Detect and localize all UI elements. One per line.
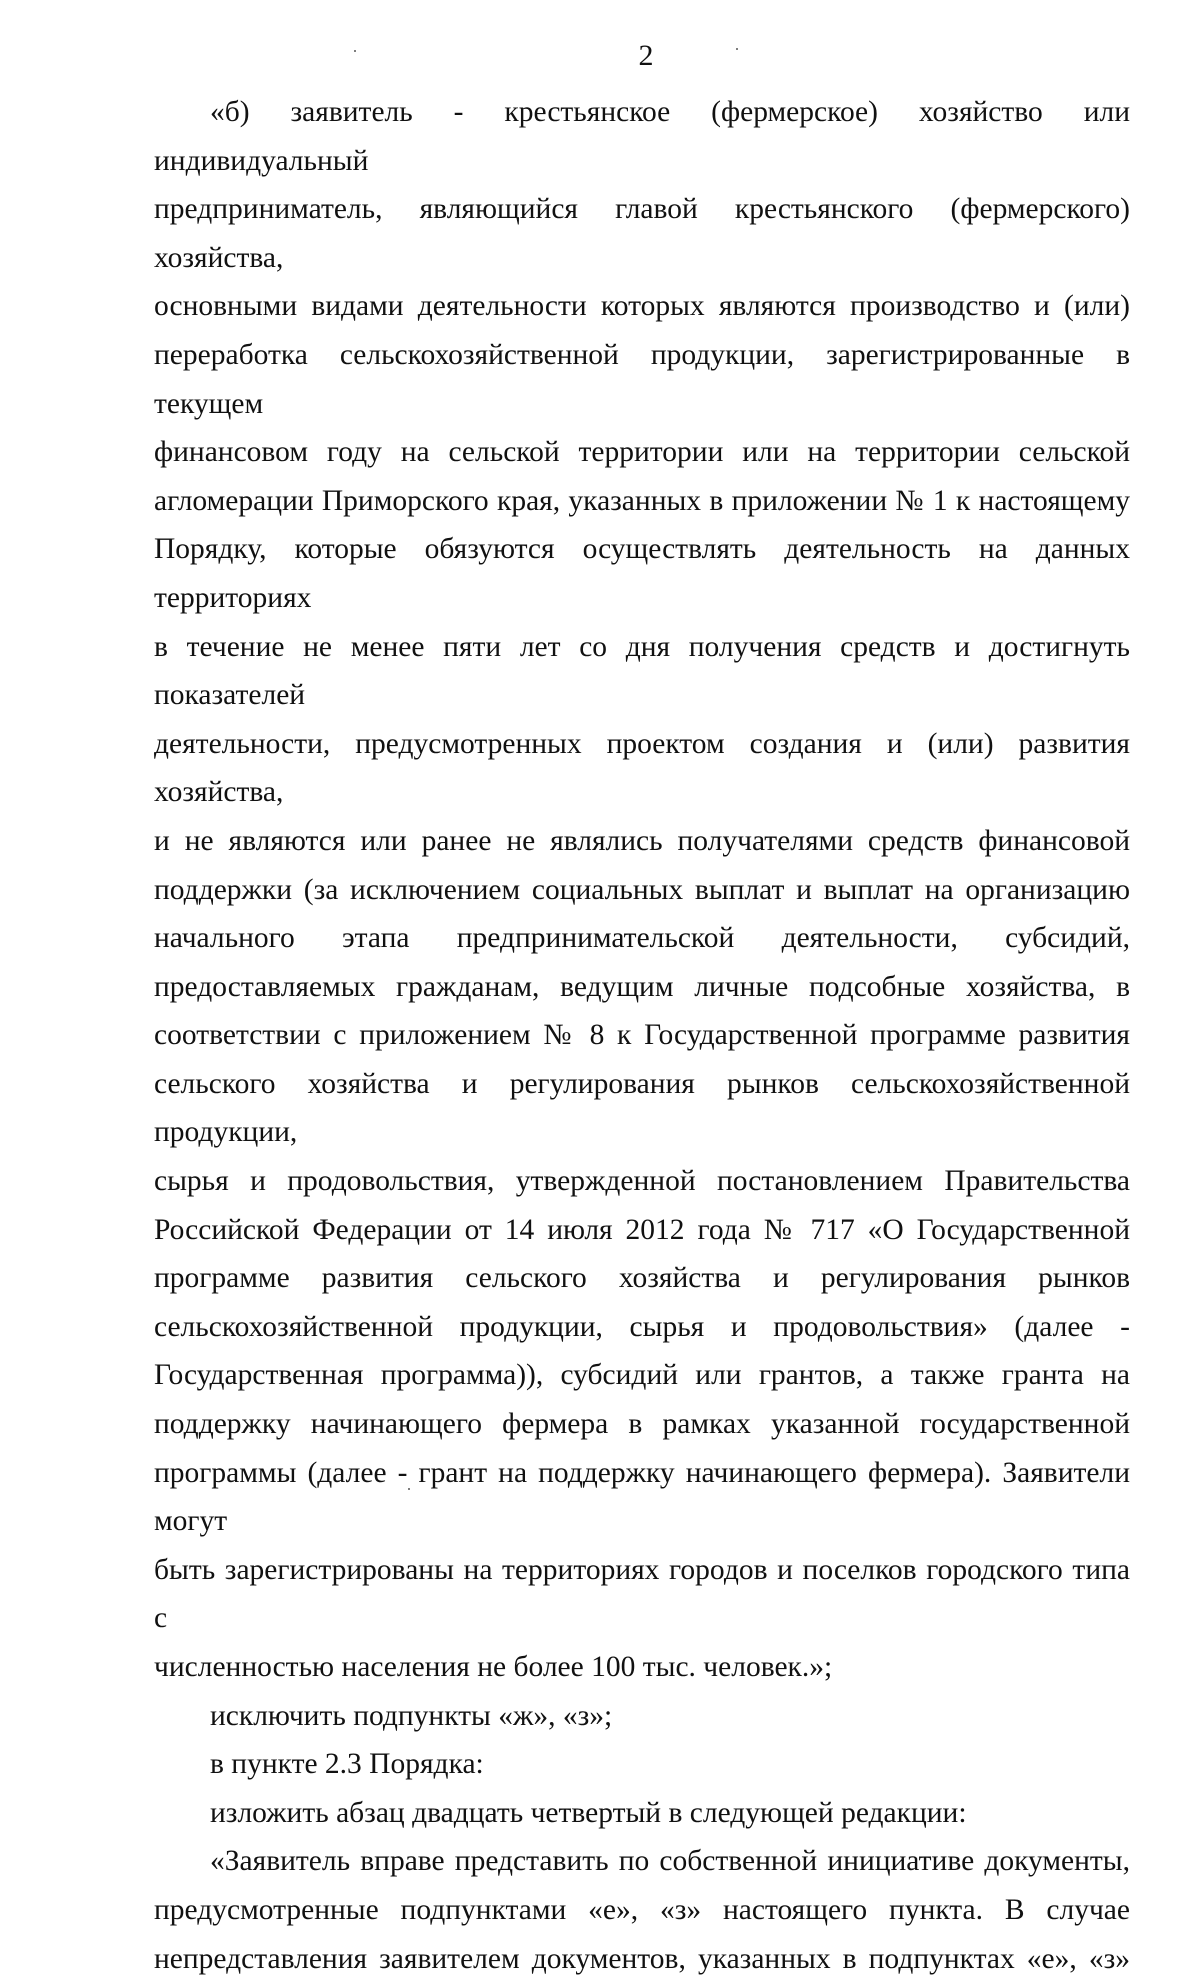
text-line: сельского хозяйства и регулирования рынков сельскохозяйственной продукции, (154, 1067, 1130, 1149)
text-line: непредставления заявителем документов, указанных в подпунктах «е», «з» (154, 1942, 1130, 1975)
text-line: финансовом году на сельской территории или на территории сельской (154, 436, 1130, 469)
text-line: переработка сельскохозяйственной продукции, зарегистрированные в текущем (154, 338, 1130, 420)
page-number: 2 (638, 39, 654, 72)
text-line: основными видами деятельности которых являются производство и (или) (154, 290, 1130, 323)
text-line: предприниматель, являющийся главой крестьянского (фермерского) хозяйства, (154, 193, 1130, 274)
text-line: быть зарегистрированы на территориях городов и поселков городского типа с (154, 1553, 1130, 1635)
text-line: исключить подпункты «ж», «з»; (210, 1699, 613, 1732)
text-line: агломерации Приморского края, указанных в приложении № 1 к настоящему (154, 484, 1130, 517)
text-line: изложить абзац двадцать четвертый в следующей редакции: (210, 1796, 967, 1829)
text-line: деятельности, предусмотренных проектом создания и (или) развития хозяйства, (154, 727, 1130, 809)
text-line: в пункте 2.3 Порядка: (210, 1748, 484, 1781)
document-body (154, 88, 1130, 1983)
text-line: предоставляемых гражданам, ведущим личные подсобные хозяйства, в (154, 970, 1130, 1003)
text-line: «Заявитель вправе представить по собственной инициативе документы, (210, 1845, 1130, 1878)
text-line: начального этапа предпринимательской деятельности, субсидий, (154, 922, 1130, 955)
text-line: «б) заявитель - крестьянское (фермерское) хозяйство или индивидуальный (154, 96, 1130, 177)
text-line: предусмотренные подпунктами «е», «з» настоящего пункта. В случае (154, 1893, 1130, 1926)
scan-speck (354, 50, 356, 52)
scan-speck (736, 48, 738, 50)
text-line: Порядку, которые обязуются осуществлять деятельность на данных территориях (154, 533, 1130, 614)
text-line: соответствии с приложением № 8 к Государственной программе развития (154, 1019, 1130, 1052)
text-line: сельскохозяйственной продукции, сырья и продовольствия» (далее - (154, 1310, 1130, 1343)
text-line: программе развития сельского хозяйства и регулирования рынков (154, 1262, 1130, 1295)
text-line: поддержки (за исключением социальных выплат и выплат на организацию (154, 873, 1130, 906)
text-line: программы (далее - грант на поддержку начинающего фермера). Заявители могут (154, 1456, 1130, 1538)
text-line: в течение не менее пяти лет со дня получения средств и достигнуть показателей (154, 630, 1130, 712)
text-line: численностью населения не более 100 тыс. человек.»; (154, 1651, 833, 1683)
text-line: Российской Федерации от 14 июля 2012 года № 717 «О Государственной (154, 1213, 1130, 1246)
text-line: Государственная программа)), субсидий или грантов, а также гранта на (154, 1359, 1130, 1392)
text-line: поддержку начинающего фермера в рамках указанной государственной (154, 1408, 1130, 1441)
text-line: и не являются или ранее не являлись получателями средств финансовой (154, 824, 1130, 857)
text-line: сырья и продовольствия, утвержденной постановлением Правительства (154, 1165, 1130, 1198)
